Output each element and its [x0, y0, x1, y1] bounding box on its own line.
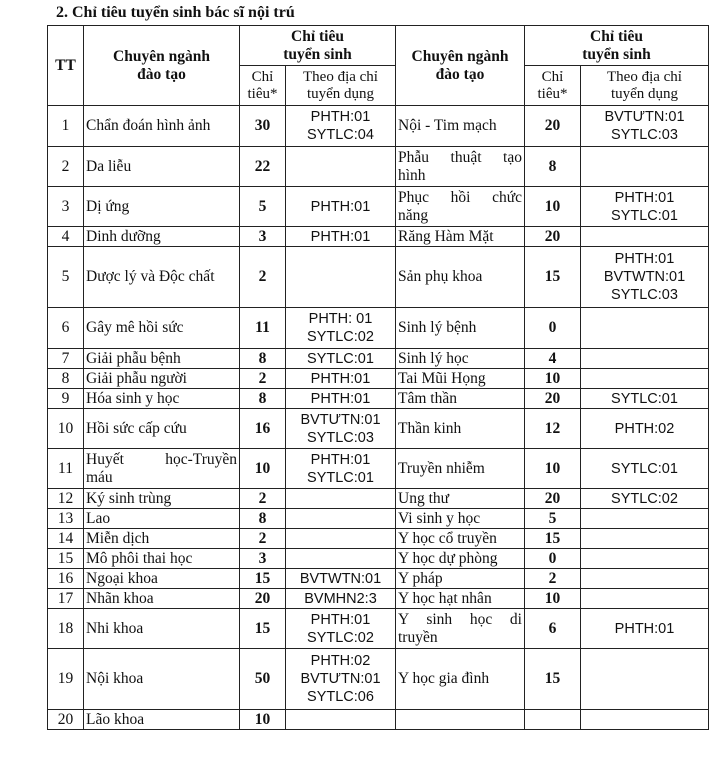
header-major-line2: đào tạo: [137, 65, 186, 83]
table-row: [48, 710, 709, 730]
address-quota-line: BVTƯTN:01: [300, 411, 381, 428]
table-row: [48, 389, 709, 409]
row-number: 19: [48, 649, 84, 710]
table-row: [48, 569, 709, 589]
major-name-left: [84, 227, 240, 247]
quota-value-left: 2: [240, 489, 286, 509]
address-quota-line: PHTH:01: [310, 611, 371, 628]
address-quota-line: PHTH:01: [614, 189, 675, 206]
address-quota-line: SYTLC:02: [307, 629, 374, 646]
address-quota-left: [286, 549, 396, 569]
quota-value-right: 5: [525, 509, 581, 529]
major-name-left: [84, 609, 240, 649]
major-name-line: Vi sinh y học: [398, 509, 481, 527]
address-quota-right: [581, 549, 709, 569]
table-row: [48, 247, 709, 308]
address-quota-left: [286, 529, 396, 549]
header-tt: TT: [48, 26, 84, 106]
address-quota-line: SYTLC:03: [611, 287, 678, 303]
header-quota-line1: Chỉ tiêu: [590, 27, 643, 45]
major-name-right: [396, 227, 525, 247]
subheader-address-line1: Theo địa chỉ: [303, 68, 378, 85]
quota-value-right: 8: [525, 147, 581, 187]
major-name-line: Răng Hàm Mặt: [398, 227, 494, 245]
row-number: 7: [48, 349, 84, 369]
subheader-address-line2: tuyển dụng: [306, 85, 375, 102]
major-name-line: Ký sinh trùng: [86, 489, 172, 507]
address-quota-right: [581, 308, 709, 349]
major-name-right: [396, 449, 525, 489]
section-title: 2. Chỉ tiêu tuyển sinh bác sĩ nội trú: [56, 4, 295, 21]
major-name-line: Dinh dưỡng: [86, 227, 161, 245]
table-row: [48, 409, 709, 449]
quota-value-left: 8: [240, 349, 286, 369]
address-quota-line: SYTLC:04: [307, 127, 374, 143]
quota-value-left: 2: [240, 247, 286, 308]
address-quota-right: [581, 227, 709, 247]
table-row: [48, 227, 709, 247]
row-number: 2: [48, 147, 84, 187]
address-quota-line: PHTH:01: [310, 228, 371, 245]
quota-value-right: 2: [525, 569, 581, 589]
major-name-right: [396, 509, 525, 529]
address-quota-left: [286, 449, 396, 489]
address-quota-left: [286, 569, 396, 589]
major-name-left: [84, 449, 240, 489]
quota-value-left: 3: [240, 227, 286, 247]
subheader-quota-left: [240, 66, 286, 106]
address-quota-right: [581, 349, 709, 369]
major-name-line: Nội - Tim mạch: [398, 117, 497, 134]
quota-value-left: 3: [240, 549, 286, 569]
major-name-right: [396, 187, 525, 227]
major-name-line: Phục hồi chức: [398, 188, 522, 206]
table-row: [48, 449, 709, 489]
row-number: 14: [48, 529, 84, 549]
major-name-left: [84, 369, 240, 389]
major-name-left: [84, 489, 240, 509]
major-name-left: [84, 569, 240, 589]
address-quota-line: PHTH:01: [310, 451, 371, 468]
quota-value-left: 15: [240, 569, 286, 589]
major-name-line: Nhãn khoa: [86, 589, 154, 607]
table-row: [48, 308, 709, 349]
address-quota-line: BVTƯTN:01: [604, 109, 685, 125]
table-row: [48, 549, 709, 569]
major-name-line: Chẩn đoán hình ảnh: [86, 117, 211, 134]
address-quota-line: SYTLC:03: [611, 127, 678, 143]
major-name-line: Sinh lý học: [398, 349, 469, 367]
address-quota-right: [581, 369, 709, 389]
quota-table: [47, 25, 709, 730]
address-quota-left: [286, 409, 396, 449]
quota-value-right: 15: [525, 649, 581, 710]
table-row: [48, 147, 709, 187]
quota-value-right: 10: [525, 369, 581, 389]
table-row: [48, 369, 709, 389]
major-name-line: hình: [398, 166, 426, 184]
header-quota-left: [240, 26, 396, 66]
major-name-line: Gây mê hồi sức: [86, 319, 184, 336]
address-quota-left: [286, 609, 396, 649]
table-row: [48, 589, 709, 609]
major-name-line: Nội khoa: [86, 670, 144, 687]
address-quota-right: [581, 509, 709, 529]
address-quota-left: [286, 106, 396, 147]
quota-value-left: 2: [240, 369, 286, 389]
address-quota-left: [286, 187, 396, 227]
address-quota-line: SYTLC:02: [307, 329, 374, 345]
major-name-left: [84, 389, 240, 409]
major-name-right: [396, 529, 525, 549]
quota-value-right: 0: [525, 549, 581, 569]
quota-value-right: 12: [525, 409, 581, 449]
address-quota-left: [286, 369, 396, 389]
address-quota-line: PHTH:01: [310, 370, 371, 387]
major-name-left: [84, 409, 240, 449]
address-quota-left: [286, 489, 396, 509]
major-name-line: Tâm thần: [398, 389, 457, 407]
quota-value-right: 10: [525, 449, 581, 489]
row-number: 16: [48, 569, 84, 589]
subheader-quota-line1: Chỉ: [541, 68, 564, 85]
address-quota-line: BVTWTN:01: [603, 269, 686, 285]
quota-value-left: 8: [240, 389, 286, 409]
quota-value-right: 10: [525, 187, 581, 227]
major-name-line: Giải phẫu người: [86, 369, 187, 387]
header-quota-line1: Chỉ tiêu: [291, 27, 344, 45]
table-row: [48, 529, 709, 549]
major-name-line: Da liễu: [86, 157, 132, 175]
major-name-line: Phẫu thuật tạo: [398, 148, 522, 166]
major-name-right: [396, 308, 525, 349]
address-quota-line: PHTH:02: [310, 653, 371, 669]
subheader-quota-line2: tiêu*: [537, 85, 568, 102]
quota-value-left: 5: [240, 187, 286, 227]
major-name-line: Hồi sức cấp cứu: [86, 419, 187, 437]
quota-value-right: 15: [525, 529, 581, 549]
quota-value-right: 6: [525, 609, 581, 649]
header-quota-line2: tuyển sinh: [283, 45, 352, 63]
address-quota-line: PHTH:01: [310, 198, 371, 215]
major-name-right: [396, 409, 525, 449]
subheader-quota-right: [525, 66, 581, 106]
quota-value-left: 20: [240, 589, 286, 609]
table-header: [48, 26, 709, 106]
address-quota-line: BVTWTN:01: [299, 570, 382, 587]
address-quota-right: [581, 247, 709, 308]
major-name-line: Dị ứng: [86, 197, 130, 215]
quota-value-left: 50: [240, 649, 286, 710]
quota-value-right: 20: [525, 489, 581, 509]
major-name-line: Nhi khoa: [86, 619, 144, 637]
address-quota-right: [581, 609, 709, 649]
major-name-left: [84, 710, 240, 730]
address-quota-line: SYTLC:01: [611, 460, 678, 477]
address-quota-left: [286, 349, 396, 369]
address-quota-left: [286, 247, 396, 308]
table-row: [48, 349, 709, 369]
row-number: 13: [48, 509, 84, 529]
table-row: [48, 509, 709, 529]
row-number: 4: [48, 227, 84, 247]
major-name-line: Sản phụ khoa: [398, 268, 483, 285]
header-major-left: [84, 26, 240, 106]
address-quota-right: [581, 569, 709, 589]
quota-value-left: 11: [240, 308, 286, 349]
address-quota-line: SYTLC:06: [307, 689, 374, 705]
major-name-right: [396, 349, 525, 369]
row-number: 5: [48, 247, 84, 308]
major-name-line: Mô phôi thai học: [86, 549, 193, 567]
address-quota-right: [581, 710, 709, 730]
major-name-right: [396, 489, 525, 509]
major-name-left: [84, 589, 240, 609]
major-name-line: Ngoại khoa: [86, 569, 158, 587]
subheader-address-line2: tuyển dụng: [610, 85, 679, 102]
quota-value-right: 15: [525, 247, 581, 308]
address-quota-right: [581, 529, 709, 549]
row-number: 8: [48, 369, 84, 389]
row-number: 6: [48, 308, 84, 349]
major-name-right: [396, 649, 525, 710]
major-name-line: Lão khoa: [86, 710, 145, 728]
major-name-left: [84, 308, 240, 349]
header-major-line1: Chuyên ngành: [113, 47, 210, 65]
address-quota-line: PHTH:01: [310, 390, 371, 407]
major-name-line: Giải phẫu bệnh: [86, 349, 181, 367]
address-quota-line: SYTLC:01: [611, 390, 678, 407]
row-number: 11: [48, 449, 84, 489]
address-quota-left: [286, 227, 396, 247]
row-number: 18: [48, 609, 84, 649]
major-name-right: [396, 369, 525, 389]
address-quota-right: [581, 106, 709, 147]
address-quota-line: PHTH:01: [310, 109, 371, 125]
table-row: [48, 106, 709, 147]
major-name-line: Y học cổ truyền: [398, 529, 497, 547]
quota-value-right: 10: [525, 589, 581, 609]
subheader-quota-line1: Chỉ: [251, 68, 274, 85]
quota-value-right: 0: [525, 308, 581, 349]
major-name-right: [396, 549, 525, 569]
subheader-address-left: [286, 66, 396, 106]
quota-value-left: 2: [240, 529, 286, 549]
quota-value-left: 10: [240, 449, 286, 489]
address-quota-line: BVTƯTN:01: [300, 671, 381, 687]
quota-value-left: 8: [240, 509, 286, 529]
major-name-line: Y học dự phòng: [398, 549, 498, 567]
row-number: 3: [48, 187, 84, 227]
subheader-address-right: [581, 66, 709, 106]
quota-value-right: 20: [525, 227, 581, 247]
address-quota-left: [286, 509, 396, 529]
row-number: 1: [48, 106, 84, 147]
table-row: [48, 649, 709, 710]
major-name-right: [396, 609, 525, 649]
major-name-line: Lao: [86, 509, 111, 527]
address-quota-left: [286, 308, 396, 349]
address-quota-line: SYTLC:03: [307, 429, 374, 446]
table-body: [48, 106, 709, 730]
address-quota-right: [581, 147, 709, 187]
address-quota-right: [581, 489, 709, 509]
quota-table-container: [47, 25, 709, 730]
address-quota-left: [286, 710, 396, 730]
major-name-line: Huyết học-Truyền: [86, 450, 237, 468]
major-name-left: [84, 509, 240, 529]
major-name-line: Y học hạt nhân: [398, 589, 492, 607]
table-row: [48, 489, 709, 509]
row-number: 12: [48, 489, 84, 509]
address-quota-line: BVMHN2:3: [304, 590, 377, 607]
address-quota-left: [286, 649, 396, 710]
major-name-right: [396, 569, 525, 589]
address-quota-left: [286, 147, 396, 187]
address-quota-right: [581, 589, 709, 609]
address-quota-right: [581, 409, 709, 449]
address-quota-line: PHTH:01: [614, 620, 675, 637]
row-number: 20: [48, 710, 84, 730]
address-quota-line: PHTH:01: [614, 251, 675, 267]
major-name-left: [84, 106, 240, 147]
quota-value-right: 20: [525, 389, 581, 409]
major-name-left: [84, 147, 240, 187]
address-quota-right: [581, 187, 709, 227]
address-quota-line: PHTH: 01: [308, 311, 373, 327]
major-name-left: [84, 349, 240, 369]
major-name-line: Hóa sinh y học: [86, 389, 180, 407]
major-name-left: [84, 649, 240, 710]
header-quota-right: [525, 26, 709, 66]
quota-value-right: [525, 710, 581, 730]
row-number: 15: [48, 549, 84, 569]
header-major-right: [396, 26, 525, 106]
address-quota-line: SYTLC:01: [307, 350, 374, 367]
major-name-line: Y học gia đình: [398, 670, 490, 687]
major-name-right: [396, 710, 525, 730]
row-number: 17: [48, 589, 84, 609]
major-name-line: Thần kinh: [398, 419, 462, 437]
address-quota-line: SYTLC:01: [307, 469, 374, 486]
header-major-line2: đào tạo: [435, 65, 485, 83]
row-number: 9: [48, 389, 84, 409]
major-name-line: Miễn dịch: [86, 529, 150, 547]
address-quota-line: SYTLC:02: [611, 490, 678, 507]
major-name-line: truyền: [398, 628, 438, 646]
major-name-line: Y sinh học di: [398, 610, 522, 628]
header-quota-line2: tuyển sinh: [582, 45, 651, 63]
major-name-line: Y pháp: [398, 569, 443, 587]
major-name-right: [396, 389, 525, 409]
major-name-right: [396, 589, 525, 609]
major-name-line: Ung thư: [398, 489, 450, 507]
address-quota-right: [581, 389, 709, 409]
major-name-right: [396, 147, 525, 187]
quota-value-right: 20: [525, 106, 581, 147]
address-quota-line: SYTLC:01: [611, 207, 678, 224]
quota-value-left: 22: [240, 147, 286, 187]
major-name-line: máu: [86, 468, 113, 486]
major-name-left: [84, 247, 240, 308]
major-name-left: [84, 187, 240, 227]
row-number: 10: [48, 409, 84, 449]
quota-value-left: 16: [240, 409, 286, 449]
address-quota-left: [286, 389, 396, 409]
major-name-line: Sinh lý bệnh: [398, 319, 477, 336]
address-quota-line: PHTH:02: [614, 420, 675, 437]
address-quota-right: [581, 449, 709, 489]
quota-value-left: 30: [240, 106, 286, 147]
major-name-right: [396, 247, 525, 308]
table-row: [48, 609, 709, 649]
subheader-quota-line2: tiêu*: [247, 85, 278, 102]
header-major-line1: Chuyên ngành: [411, 47, 509, 65]
major-name-left: [84, 549, 240, 569]
major-name-line: năng: [398, 206, 429, 224]
quota-value-left: 15: [240, 609, 286, 649]
subheader-address-line1: Theo địa chỉ: [607, 68, 682, 85]
major-name-right: [396, 106, 525, 147]
major-name-line: Tai Mũi Họng: [398, 369, 486, 387]
table-row: [48, 187, 709, 227]
quota-value-left: 10: [240, 710, 286, 730]
major-name-line: Dược lý và Độc chất: [86, 268, 215, 285]
major-name-left: [84, 529, 240, 549]
quota-value-right: 4: [525, 349, 581, 369]
address-quota-right: [581, 649, 709, 710]
address-quota-left: [286, 589, 396, 609]
major-name-line: Truyền nhiễm: [398, 459, 485, 477]
